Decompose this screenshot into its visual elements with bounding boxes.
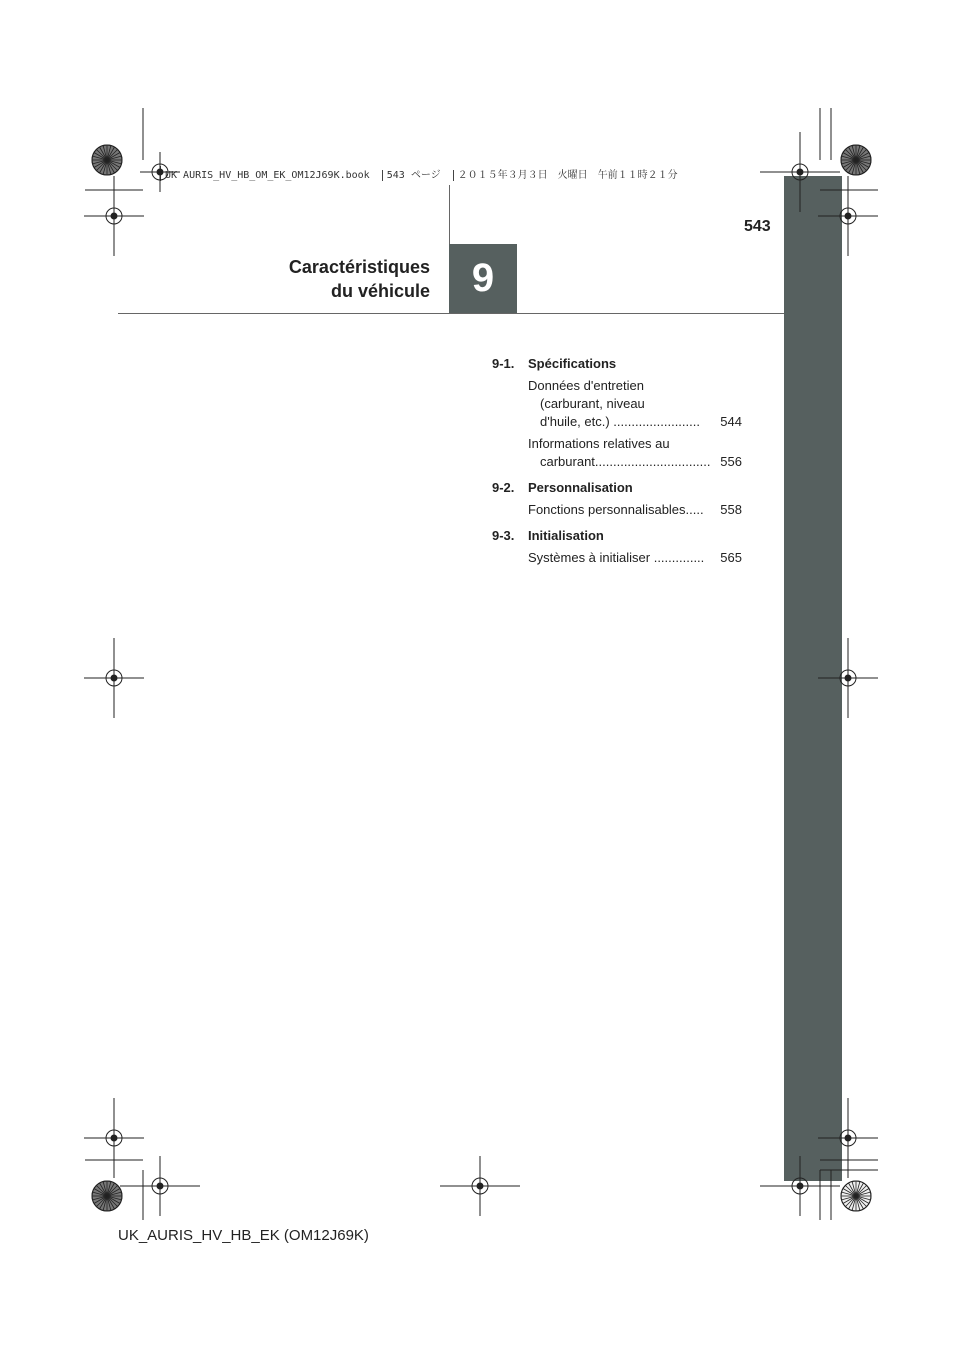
sunburst-icon (841, 145, 871, 175)
toc-entry-line: Systèmes à initialiser .............. (528, 550, 705, 565)
crosshair-icon (84, 176, 144, 256)
crosshair-icon (140, 152, 180, 192)
page-number: 543 (744, 218, 771, 235)
toc-section-title: Spécifications (528, 356, 617, 371)
crosshair-icon (760, 1156, 840, 1216)
toc-section-title: Initialisation (528, 528, 604, 543)
toc-entry-line: (carburant, niveau (540, 396, 645, 411)
header-page-ref: 543 ページ (382, 170, 441, 181)
chapter-title-line-2: du véhicule (330, 281, 430, 301)
toc-entry-line: d'huile, etc.) ........................ (540, 414, 700, 429)
toc-section-number: 9-3. (492, 528, 515, 543)
toc-entry-line: Informations relatives au (528, 436, 670, 451)
sunburst-icon (92, 145, 122, 175)
crosshair-icon (818, 176, 878, 256)
crosshair-icon (818, 1098, 878, 1178)
chapter-number: 9 (471, 256, 495, 300)
header-timestamp: ２０１５年３月３日 火曜日 午前１１時２１分 (453, 170, 678, 181)
toc-entry-line: Données d'entretien (528, 378, 644, 393)
toc-section-number: 9-2. (492, 480, 515, 495)
toc-entry-page: 565 (720, 550, 742, 565)
toc-section-number: 9-1. (492, 356, 515, 371)
toc-entry-line: carburant................................ (540, 454, 711, 469)
toc-entry-line: Fonctions personnalisables..... (528, 502, 704, 517)
crosshair-icon (760, 132, 840, 212)
crosshair-icon (440, 1156, 520, 1216)
toc-entry-page: 556 (720, 454, 742, 469)
toc-entry-page: 544 (720, 414, 742, 429)
header-file-name: UK AURIS_HV_HB_OM_EK_OM12J69K.book (165, 170, 370, 181)
sunburst-icon (92, 1181, 122, 1211)
crosshair-icon (120, 1156, 200, 1216)
crosshair-icon (84, 1098, 144, 1178)
toc-section-title: Personnalisation (528, 480, 633, 495)
crosshair-icon (84, 638, 144, 718)
chapter-title-line-1: Caractéristiques (288, 257, 430, 277)
footer-model-code: UK_AURIS_HV_HB_EK (OM12J69K) (118, 1227, 369, 1244)
sunburst-icon (841, 1181, 871, 1211)
crosshair-icon (818, 638, 878, 718)
toc-entry-page: 558 (720, 502, 742, 517)
